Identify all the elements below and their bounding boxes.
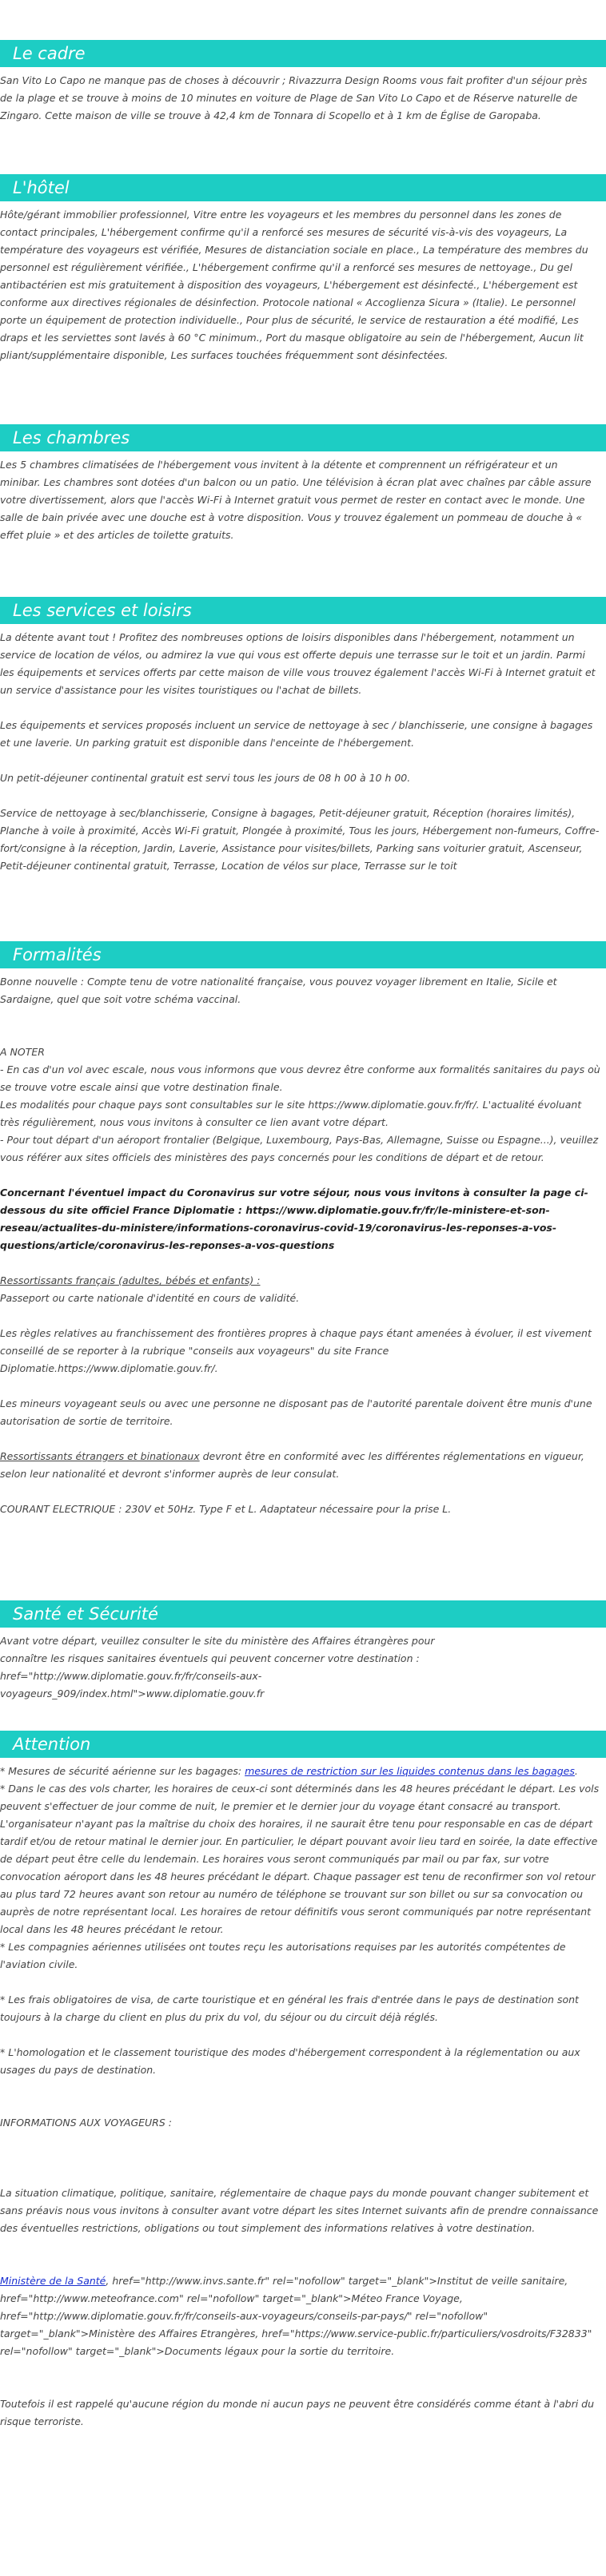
section-services xyxy=(0,597,606,875)
formalites-intro: Bonne nouvelle : Compte tenu de votre nationalité française, vous pouvez voyager librement en Italie, Sicile et Sardaigne, quel que soit votre schéma vaccinal. xyxy=(0,976,557,1005)
risque-terroriste: Toutefois il est rappelé qu'aucune région du monde ni aucun pays ne peuvent être considérés comme étant à l'abri du risque terroriste. xyxy=(0,2398,595,2427)
section-chambres xyxy=(0,424,606,544)
section-title-hotel: L'hôtel xyxy=(0,174,606,201)
liens-utiles-text: , href="http://www.invs.sante.fr" rel="nofollow" target="_blank">Institut de veille sanitaire, href="http://www.meteofrance.com" rel="nofollow" target="_blank">Méteo France Voyage, href="http://www.diplomatie.gouv.fr/fr/conseils-aux-voyageurs/conseils-par-pays/" rel="nofollow" target="_blank">Ministère des Affaires Etrangères, href="https://www.service-public.fr/particuliers/vosdroits/F32833" rel="nofollow" target="_blank">Documents légaux pour la sortie du territoire. xyxy=(0,2275,592,2357)
a-noter-title: A NOTER xyxy=(0,1046,45,1058)
section-hotel xyxy=(0,174,606,364)
coronavirus-notice: Concernant l'éventuel impact du Coronavirus sur votre séjour, nous vous invitons à consulter la page ci-dessous du site officiel France Diplomatie : https://www.diplomatie.gouv.fr/fr/le-ministere-et-son-reseau/actualites-du-ministere/informations-coronavirus-covid-19/coronavirus-les-reponses-a-vos-questions/article/coronavirus-les-reponses-a-vos-questions xyxy=(0,1187,588,1251)
a-noter-escale: - En cas d'un vol avec escale, nous vous informons que vous devrez être conforme aux formalités sanitaires du pays où se trouve votre escale ainsi que votre destination finale. xyxy=(0,1063,600,1093)
section-sante xyxy=(0,1600,606,1703)
regles-frontieres: Les règles relatives au franchissement des frontières propres à chaque pays étant amenées à évoluer, il est vivement conseillé de se reporter à la rubrique "conseils aux voyageurs" du site France Diplomatie.https://www.diplomatie.gouv.fr/. xyxy=(0,1327,592,1374)
section-title-cadre: Le cadre xyxy=(0,40,606,67)
attention-vols-charter: * Dans le cas des vols charter, les horaires de ceux-ci sont déterminés dans les 48 heures précédant le départ. Les vols peuvent s'effectuer de jour comme de nuit, le premier et le dernier jour du voyage étant consacré au transport. L'organisateur n'ayant pas la maîtrise du choix des horaires, il ne saurait être tenu pour responsable en cas de départ tardif et/ou de retour matinal le dernier jour. En particulier, le départ pouvant avoir lieu tard en soirée, la date effective de départ peut être celle du lendemain. Les horaires vous seront communiqués par mail ou par fax, sur votre convocation aéroport dans les 48 heures précédant le départ. Chaque passager est tenu de reconfirmer son vol retour au plus tard 72 heures avant son retour au numéro de téléphone se trouvant sur son billet ou sur sa convocation ou auprès de notre représentant local. Les horaires de retour définitifs vous seront communiqués par notre représentant local dans les 48 heures précédant le retour. xyxy=(0,1783,600,1935)
attention-compagnies: * Les compagnies aériennes utilisées ont toutes reçu les autorisations requises par les autorités compétentes de l'aviation civile. xyxy=(0,1941,566,1970)
section-formalites xyxy=(0,941,606,1518)
informations-voyageurs-title: INFORMATIONS AUX VOYAGEURS : xyxy=(0,2117,172,2129)
section-title-formalites: Formalités xyxy=(0,941,606,968)
services-p2: Les équipements et services proposés incluent un service de nettoyage à sec / blanchisserie, une consigne à bagages et une laverie. Un parking gratuit est disponible dans l'enceinte de l'hébergement. xyxy=(0,719,593,749)
a-noter-modalites: Les modalités pour chaque pays sont consultables sur le site https://www.diplomatie.gouv.fr/fr/. L'actualité évoluant très régulièrement, nous vous invitons à consulter ce lien avant votre départ. xyxy=(0,1099,582,1128)
section-title-services: Les services et loisirs xyxy=(0,597,606,624)
attention-homologation: * L'homologation et le classement touristique des modes d'hébergement correspondent à la réglementation ou aux usages du pays de destination. xyxy=(0,2046,580,2076)
chambres-text: Les 5 chambres climatisées de l'hébergement vous invitent à la détente et comprennent un réfrigérateur et un minibar. Les chambres sont dotées d'un balcon ou un patio. Une télévision à écran plat avec chaînes par câble assure votre divertissement, alors que l'accès Wi-Fi à Internet gratuit vous permet de rester en contact avec le monde. Une salle de bain privée avec une douche est à votre disposition. Vous y trouvez également un pommeau de douche à « effet pluie » et des articles de toilette gratuits. xyxy=(0,459,592,541)
services-p4: Service de nettoyage à sec/blanchisserie, Consigne à bagages, Petit-déjeuner gratuit, Réception (horaires limités), Planche à voile à proximité, Accès Wi-Fi gratuit, Plongée à proximité, Tous les jours, Hébergement non-fumeurs, Coffre-fort/consigne à la réception, Jardin, Laverie, Assistance pour visites/billets, Parking sans voiturier gratuit, Ascenseur, Petit-déjeuner continental gratuit, Terrasse, Location de vélos sur place, Terrasse sur le toit xyxy=(0,807,600,872)
services-p1: La détente avant tout ! Profitez des nombreuses options de loisirs disponibles dans l'hébergement, notamment un service de location de vélos, ou admirez la vue qui vous est offerte depuis une terrasse sur le toit et un jardin. Parmi les équipements et services offerts par cette maison de ville vous trouvez également l'accès Wi-Fi à Internet gratuit et un service d'assistance pour les visites touristiques ou l'achat de billets. xyxy=(0,631,596,696)
courant-electrique: COURANT ELECTRIQUE : 230V et 50Hz. Type F et L. Adaptateur nécessaire pour la prise L. xyxy=(0,1503,452,1515)
sante-text: Avant votre départ, veuillez consulter le site du ministère des Affaires étrangères pour connaître les risques sanitaires éventuels qui peuvent concerner votre destination : href="http://www.diplomatie.gouv.fr/fr/conseils-aux-voyageurs_909/index.html">www.diplomatie.gouv.fr xyxy=(0,1635,435,1699)
a-noter-frontalier: - Pour tout départ d'un aéroport frontalier (Belgique, Luxembourg, Pays-Bas, Allemagne, Suisse ou Espagne...), veuillez vous référer aux sites officiels des ministères des pays concernés pour les conditions de départ et de retour. xyxy=(0,1134,599,1163)
ministere-sante-link[interactable]: Ministère de la Santé xyxy=(0,2275,106,2287)
attention-bagages-prefix: * Mesures de sécurité aérienne sur les bagages: xyxy=(0,1765,245,1777)
attention-bagages xyxy=(0,1763,601,1780)
section-cadre xyxy=(0,40,606,125)
services-p3: Un petit-déjeuner continental gratuit est servi tous les jours de 08 h 00 à 10 h 00. xyxy=(0,772,411,784)
section-attention xyxy=(0,1731,606,2431)
hotel-text: Hôte/gérant immobilier professionnel, Vitre entre les voyageurs et les membres du personnel dans les zones de contact principales, L'hébergement confirme qu'il a renforcé ses mesures de sécurité vis-à-vis des voyageurs, La température des voyageurs est vérifiée, Mesures de distanciation sociale en place., La température des membres du personnel est régulièrement vérifiée., L'hébergement confirme qu'il a renforcé ses mesures de nettoyage., Du gel antibactérien est mis gratuitement à disposition des voyageurs, L'hébergement est désinfecté., L'hébergement est conforme aux directives régionales de désinfection. Protocole national « Accoglienza Sicura » (Italie). Le personnel porte un équipement de protection individuelle., Pour plus de sécurité, le service de restauration a été modifié, Les draps et les serviettes sont lavés à 60 °C minimum., Port du masque obligatoire au sein de l'hébergement, Aucun lit pliant/supplémentaire disponible, Les surfaces touchées fréquemment sont désinfectées. xyxy=(0,209,588,361)
ressortissants-francais-text: Passeport ou carte nationale d'identité en cours de validité. xyxy=(0,1292,300,1304)
ressortissants-etrangers xyxy=(0,1448,601,1483)
attention-frais: * Les frais obligatoires de visa, de carte touristique et en général les frais d'entrée dans le pays de destination sont toujours à la charge du client en plus du prix du vol, du séjour ou du circuit déjà réglés. xyxy=(0,1994,579,2023)
ressortissants-francais-title: Ressortissants français (adultes, bébés et enfants) : xyxy=(0,1274,261,1286)
section-title-chambres: Les chambres xyxy=(0,424,606,451)
liens-utiles xyxy=(0,2272,601,2360)
section-title-attention: Attention xyxy=(0,1731,606,1758)
section-title-sante: Santé et Sécurité xyxy=(0,1600,606,1628)
liquides-restriction-link[interactable]: mesures de restriction sur les liquides contenus dans les bagages xyxy=(245,1765,575,1777)
attention-bagages-suffix: . xyxy=(574,1765,578,1777)
mineurs-text: Les mineurs voyageant seuls ou avec une personne ne disposant pas de l'autorité parentale doivent être munis d'une autorisation de sortie de territoire. xyxy=(0,1397,592,1427)
ressortissants-etrangers-title: Ressortissants étrangers et binationaux xyxy=(0,1450,200,1462)
situation-text: La situation climatique, politique, sanitaire, réglementaire de chaque pays du monde pouvant changer subitement et sans préavis nous vous invitons à consulter avant votre départ les sites Internet suivants afin de prendre connaissance des éventuelles restrictions, obligations ou tout simplement des informations relatives à votre destination. xyxy=(0,2187,599,2234)
ressortissants-etrangers-text: devront être en conformité avec les différentes réglementations en vigueur, selon leur nationalité et devront s'informer auprès de leur consulat. xyxy=(0,1450,584,1480)
cadre-text: San Vito Lo Capo ne manque pas de choses à découvrir ; Rivazzurra Design Rooms vous fait profiter d'un séjour près de la plage et se trouve à moins de 10 minutes en voiture de Plage de San Vito Lo Capo et de Réserve naturelle de Zingaro. Cette maison de ville se trouve à 42,4 km de Tonnara di Scopello et à 1 km de Église de Garopaba. xyxy=(0,74,588,121)
